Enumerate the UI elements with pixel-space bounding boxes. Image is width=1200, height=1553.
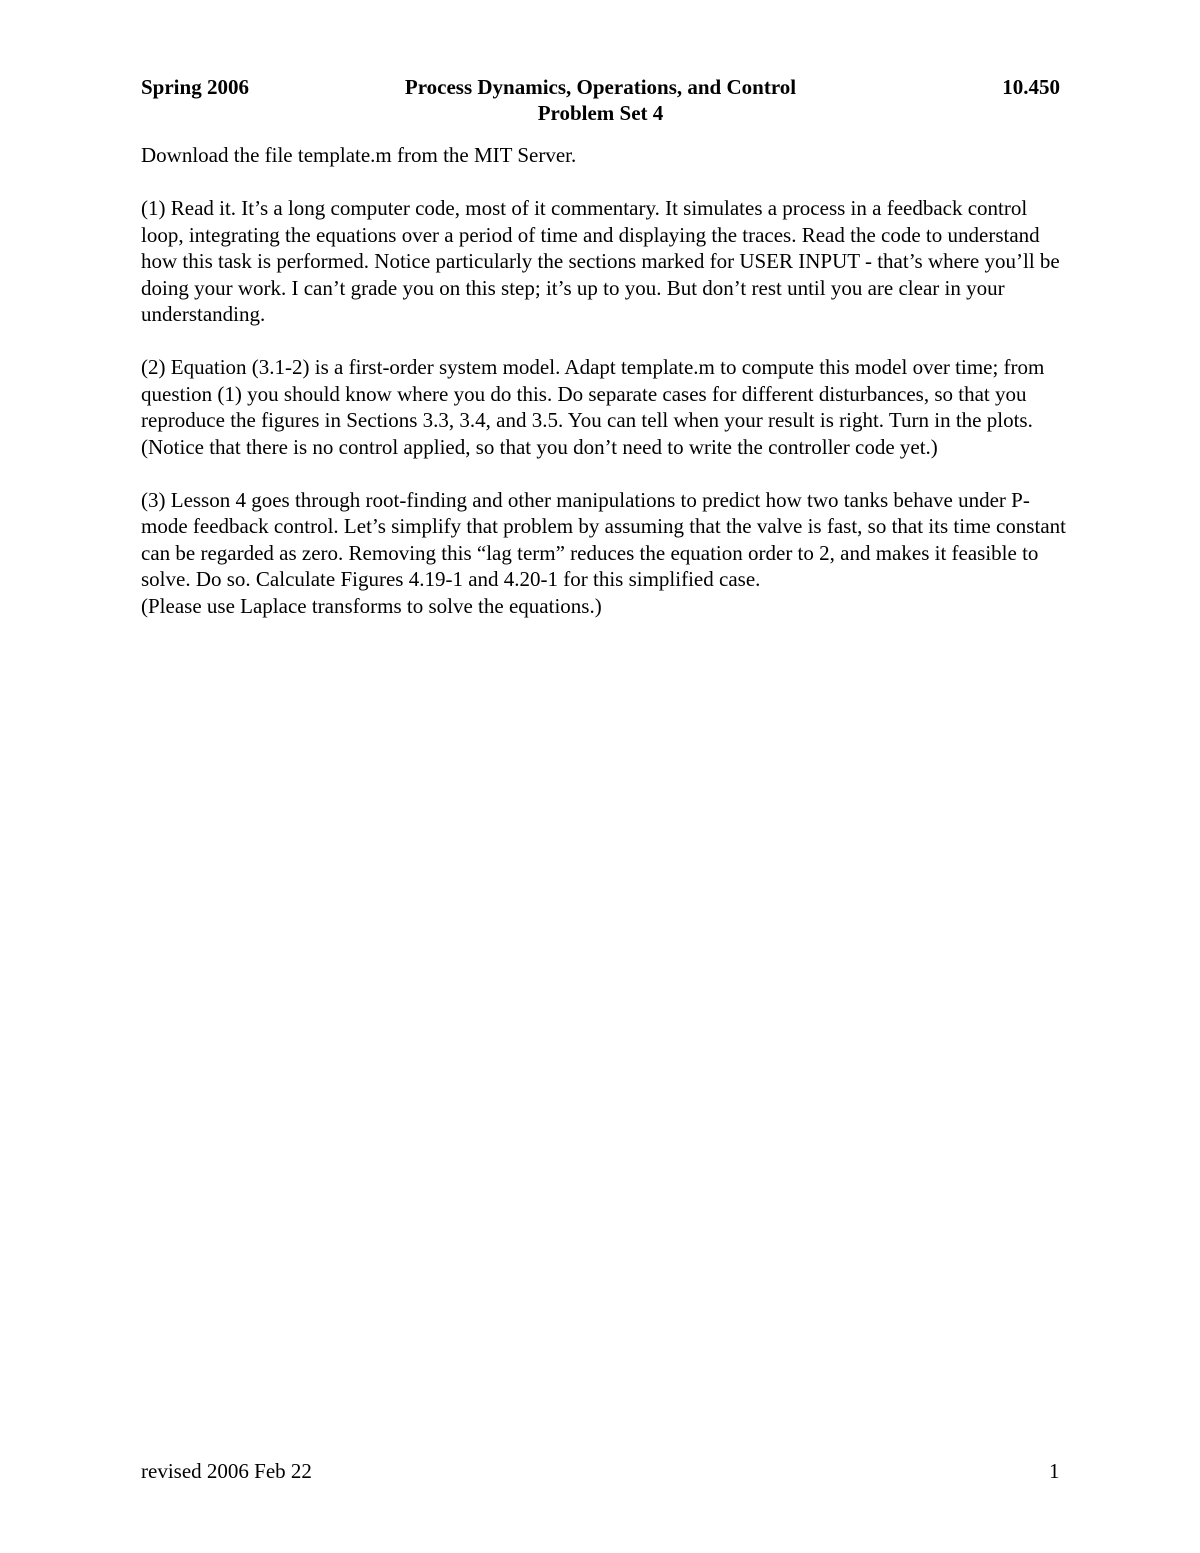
problem-set-title: Problem Set 4 (537, 101, 664, 125)
course-number: 10.450 (1002, 75, 1060, 99)
problem-2-section (141, 354, 1066, 460)
document-body (141, 142, 1066, 619)
problem-1-paragraph: (1) Read it. It’s a long computer code, most of it commentary. It simulates a process in a feedback control loop, integrating the equations over a period of time and displaying the traces. Read the code to understand how this task is performed. Notice particularly the sections marked for USER INPUT - that’s where you’ll be doing your work. I can’t grade you on this step; it’s up to you. But don’t rest until you are clear in your understanding. (141, 196, 1060, 326)
problem-3-section (141, 487, 1066, 620)
page-number: 1 (1049, 1459, 1060, 1483)
revision-date: revised 2006 Feb 22 (141, 1459, 312, 1483)
problem-3-paragraph: (3) Lesson 4 goes through root-finding and other manipulations to predict how two tanks behave under P-mode feedback control. Let’s simplify that problem by assuming that the valve is fast, so that its time constant can be regarded as zero. Removing this “lag term” reduces the equation order to 2, and makes it feasible to solve. Do so. Calculate Figures 4.19-1 and 4.20-1 for this simplified case. (141, 487, 1066, 591)
problem-2-note: (Notice that there is no control applied, so that you don’t need to write the controller code yet.) (141, 434, 938, 459)
intro-paragraph: Download the file template.m from the MIT Server. (141, 143, 577, 167)
problem-2-paragraph: (2) Equation (3.1-2) is a first-order system model. Adapt template.m to compute this model over time; from question (1) you should know where you do this. Do separate cases for different disturbances, so that you reproduce the figures in Sections 3.3, 3.4, and 3.5. You can tell when your result is right. Turn in the plots. (141, 355, 1045, 432)
course-title: Process Dynamics, Operations, and Control (404, 75, 797, 99)
problem-3-note: (Please use Laplace transforms to solve the equations.) (141, 593, 602, 618)
semester-label: Spring 2006 (141, 75, 249, 99)
